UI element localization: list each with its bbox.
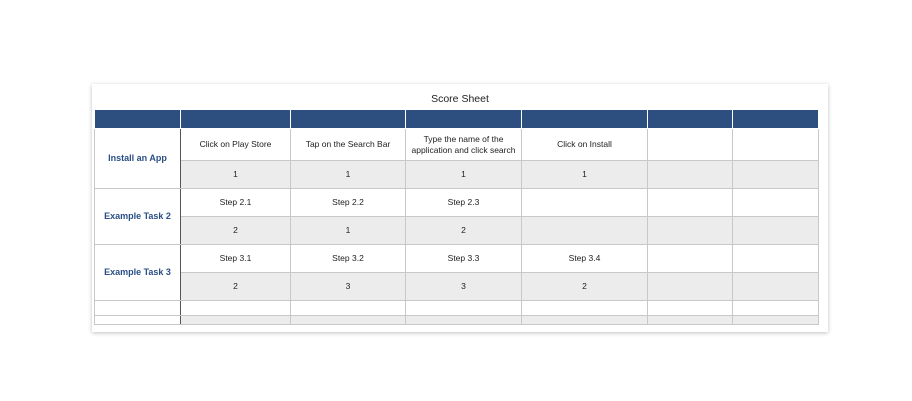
- step-cell[interactable]: Step 3.1: [181, 245, 291, 273]
- step-cell[interactable]: Type the name of the application and click search: [406, 129, 522, 161]
- empty-cell[interactable]: [648, 316, 733, 325]
- step-cell[interactable]: Step 3.2: [291, 245, 406, 273]
- empty-cell[interactable]: [648, 301, 733, 316]
- score-cell[interactable]: [648, 161, 733, 189]
- step-cell[interactable]: [522, 189, 648, 217]
- empty-cell[interactable]: [181, 301, 291, 316]
- task-label[interactable]: Install an App: [95, 129, 181, 189]
- empty-cell[interactable]: [522, 316, 648, 325]
- score-table: [94, 110, 819, 325]
- task-scores-row: [95, 161, 819, 189]
- header-band: [95, 110, 819, 129]
- score-cell[interactable]: 1: [522, 161, 648, 189]
- header-cell: [648, 110, 733, 129]
- score-cell[interactable]: [733, 161, 819, 189]
- empty-row: [95, 301, 819, 316]
- score-cell[interactable]: 2: [181, 217, 291, 245]
- empty-cell[interactable]: [181, 316, 291, 325]
- step-cell[interactable]: [733, 189, 819, 217]
- header-cell: [522, 110, 648, 129]
- task-scores-row: [95, 217, 819, 245]
- task-scores-row: [95, 273, 819, 301]
- step-cell[interactable]: Step 3.4: [522, 245, 648, 273]
- empty-cell[interactable]: [95, 316, 181, 325]
- score-cell[interactable]: 1: [406, 161, 522, 189]
- step-cell[interactable]: Click on Play Store: [181, 129, 291, 161]
- score-cell[interactable]: [648, 217, 733, 245]
- score-cell[interactable]: [648, 273, 733, 301]
- task-steps-row: [95, 129, 819, 161]
- score-cell[interactable]: 1: [181, 161, 291, 189]
- empty-cell[interactable]: [406, 316, 522, 325]
- task-steps-row: [95, 245, 819, 273]
- empty-cell[interactable]: [733, 301, 819, 316]
- header-cell: [181, 110, 291, 129]
- step-cell[interactable]: [648, 189, 733, 217]
- step-cell[interactable]: Step 2.3: [406, 189, 522, 217]
- step-cell[interactable]: Step 3.3: [406, 245, 522, 273]
- step-cell[interactable]: [733, 129, 819, 161]
- step-cell[interactable]: Step 2.1: [181, 189, 291, 217]
- step-cell[interactable]: Tap on the Search Bar: [291, 129, 406, 161]
- step-cell[interactable]: Click on Install: [522, 129, 648, 161]
- score-cell[interactable]: [733, 273, 819, 301]
- step-cell[interactable]: [648, 129, 733, 161]
- empty-cell[interactable]: [522, 301, 648, 316]
- task-steps-row: [95, 189, 819, 217]
- score-cell[interactable]: [733, 217, 819, 245]
- empty-cell[interactable]: [291, 316, 406, 325]
- header-cell: [733, 110, 819, 129]
- score-cell[interactable]: 2: [522, 273, 648, 301]
- score-cell[interactable]: 2: [181, 273, 291, 301]
- empty-row: [95, 316, 819, 325]
- empty-cell[interactable]: [406, 301, 522, 316]
- step-cell[interactable]: [648, 245, 733, 273]
- score-cell[interactable]: 2: [406, 217, 522, 245]
- score-cell[interactable]: 1: [291, 161, 406, 189]
- header-cell: [95, 110, 181, 129]
- task-label[interactable]: Example Task 2: [95, 189, 181, 245]
- empty-cell[interactable]: [95, 301, 181, 316]
- empty-cell[interactable]: [291, 301, 406, 316]
- header-cell: [406, 110, 522, 129]
- score-cell[interactable]: 3: [406, 273, 522, 301]
- empty-cell[interactable]: [733, 316, 819, 325]
- step-cell[interactable]: [733, 245, 819, 273]
- score-cell[interactable]: 1: [291, 217, 406, 245]
- header-cell: [291, 110, 406, 129]
- sheet-title: Score Sheet: [431, 93, 489, 105]
- score-sheet: [92, 84, 828, 332]
- task-label[interactable]: Example Task 3: [95, 245, 181, 301]
- score-cell[interactable]: 3: [291, 273, 406, 301]
- step-cell[interactable]: Step 2.2: [291, 189, 406, 217]
- score-cell[interactable]: [522, 217, 648, 245]
